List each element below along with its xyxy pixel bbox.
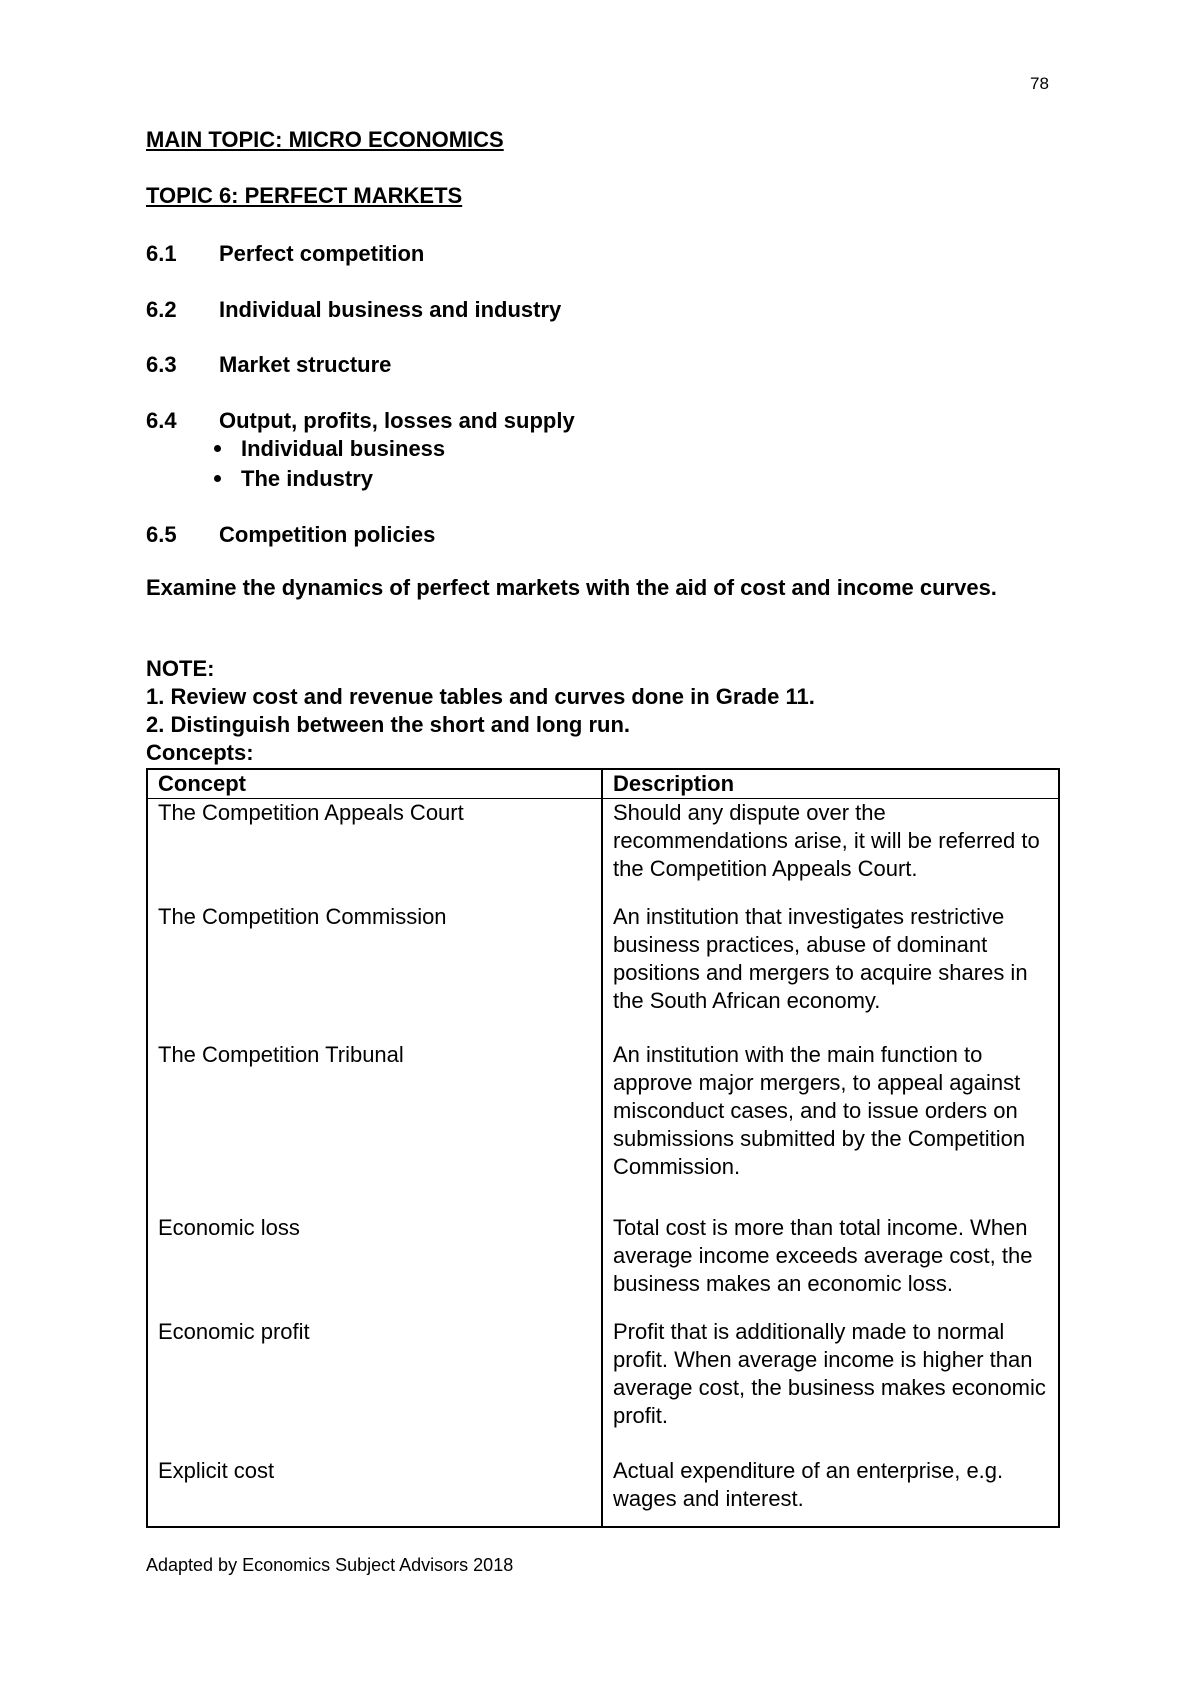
table-row xyxy=(147,799,1059,903)
list-item xyxy=(214,436,445,466)
table-row xyxy=(147,1457,1059,1526)
bullet-icon xyxy=(214,445,221,452)
subtopic-number: 6.3 xyxy=(146,352,177,377)
description-cell: An institution that investigates restrictive business practices, abuse of dominant positions and mergers to acquire shares in the South African economy. xyxy=(602,903,1059,1041)
concept-cell: Explicit cost xyxy=(147,1457,602,1526)
learning-objective: Examine the dynamics of perfect markets with the aid of cost and income curves. xyxy=(146,575,997,600)
topic-heading: TOPIC 6: PERFECT MARKETS xyxy=(146,183,463,208)
table-row xyxy=(147,1318,1059,1456)
subtopic-number: 6.5 xyxy=(146,522,177,547)
subtopic-text: Market structure xyxy=(219,352,392,377)
concept-cell: The Competition Tribunal xyxy=(147,1041,602,1214)
concepts-label: Concepts: xyxy=(146,740,254,765)
page-number: 78 xyxy=(1030,74,1049,93)
table-row xyxy=(147,1041,1059,1214)
subtopic-number: 6.2 xyxy=(146,297,177,322)
subtopic-number: 6.4 xyxy=(146,408,177,433)
note-title: NOTE: xyxy=(146,656,215,681)
list-item xyxy=(214,466,445,496)
empty-cell xyxy=(602,1526,1059,1527)
note-block xyxy=(146,655,815,767)
concept-cell: The Competition Commission xyxy=(147,903,602,1041)
description-cell: Total cost is more than total income. When average income exceeds average cost, the business makes an economic loss. xyxy=(602,1214,1059,1318)
subtopic-text: Output, profits, losses and supply xyxy=(219,408,575,433)
concepts-table xyxy=(146,768,1060,1528)
table-row xyxy=(147,903,1059,1041)
empty-cell xyxy=(147,1526,602,1527)
description-cell: An institution with the main function to approve major mergers, to appeal against misconduct cases, and to issue orders on submissions submitted by the Competition Commission. xyxy=(602,1041,1059,1214)
description-cell: Profit that is additionally made to normal profit. When average income is higher than average cost, the business makes economic profit. xyxy=(602,1318,1059,1456)
table-header-row xyxy=(147,769,1059,799)
subtopic-text: Perfect competition xyxy=(219,241,425,266)
subtopic-6-4-bullet-list xyxy=(214,436,445,496)
subtopic-number: 6.1 xyxy=(146,241,177,266)
description-cell: Should any dispute over the recommendations arise, it will be referred to the Competition Appeals Court. xyxy=(602,799,1059,903)
concept-cell: The Competition Appeals Court xyxy=(147,799,602,903)
column-header-description: Description xyxy=(602,769,1059,799)
description-cell: Actual expenditure of an enterprise, e.g. wages and interest. xyxy=(602,1457,1059,1526)
bullet-icon xyxy=(214,475,221,482)
table-empty-space xyxy=(147,1526,1059,1527)
footer-credit: Adapted by Economics Subject Advisors 2018 xyxy=(146,1555,514,1575)
table-row xyxy=(147,1214,1059,1318)
note-item: 1. Review cost and revenue tables and curves done in Grade 11. xyxy=(146,684,815,709)
bullet-text: Individual business xyxy=(241,436,446,461)
note-item: 2. Distinguish between the short and long run. xyxy=(146,712,631,737)
subtopic-text: Individual business and industry xyxy=(219,297,562,322)
bullet-text: The industry xyxy=(241,466,374,491)
concept-cell: Economic profit xyxy=(147,1318,602,1456)
concept-cell: Economic loss xyxy=(147,1214,602,1318)
main-topic-heading: MAIN TOPIC: MICRO ECONOMICS xyxy=(146,127,504,152)
subtopic-text: Competition policies xyxy=(219,522,436,547)
column-header-concept: Concept xyxy=(147,769,602,799)
